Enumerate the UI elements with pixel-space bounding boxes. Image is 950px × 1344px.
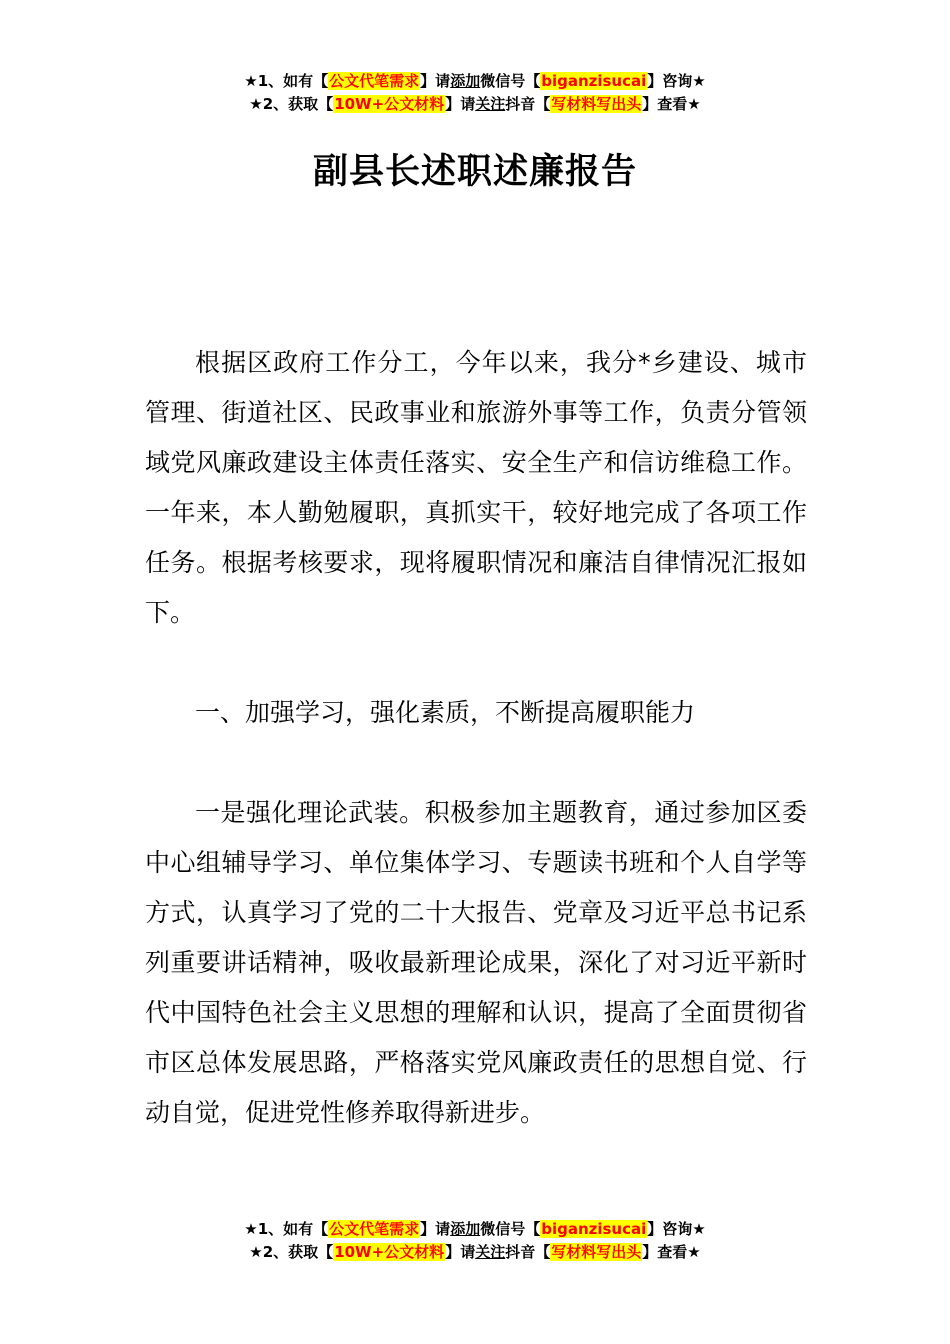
banner-underline: 添加 (450, 1220, 481, 1238)
section-heading: 一、加强学习，强化素质，不断提高履职能力 (195, 698, 696, 727)
banner-text: ★2、获取【 (249, 1243, 334, 1261)
banner-line-2 (0, 93, 950, 116)
document-body (145, 338, 807, 1138)
banner-text: 】请 (445, 95, 476, 113)
banner-highlight: 写材料写出头 (551, 1243, 642, 1261)
banner-line-1 (0, 1218, 950, 1241)
banner-text: 微信号【 (480, 1220, 541, 1238)
banner-text: ★1、如有【 (244, 72, 329, 90)
header-banner (0, 70, 950, 116)
banner-text: 】咨询★ (647, 1220, 706, 1238)
banner-highlight: 10W+公文材料 (334, 1243, 445, 1261)
banner-underline: 关注 (475, 1243, 506, 1261)
banner-highlight: 公文代笔需求 (329, 1220, 420, 1238)
banner-underline: 添加 (450, 72, 481, 90)
banner-line-1 (0, 70, 950, 93)
banner-underline: 关注 (475, 95, 506, 113)
banner-text: 抖音【 (505, 1243, 551, 1261)
banner-text: 】咨询★ (647, 72, 706, 90)
footer-banner (0, 1218, 950, 1264)
intro-paragraph: 根据区政府工作分工，今年以来，我分*乡建设、城市管理、街道社区、民政事业和旅游外事等工作，负责分管领域党风廉政建设主体责任落实、安全生产和信访维稳工作。一年来，本人勤勉履职，真抓实干，较好地完成了各项工作任务。根据考核要求，现将履职情况和廉洁自律情况汇报如下。 (145, 348, 807, 627)
banner-text: 】请 (420, 1220, 451, 1238)
banner-highlight: biganzisucai (541, 72, 647, 90)
banner-highlight: 写材料写出头 (551, 95, 642, 113)
document-title: 副县长述职述廉报告 (312, 152, 637, 192)
banner-text: ★1、如有【 (244, 1220, 329, 1238)
banner-text: 】查看★ (642, 1243, 701, 1261)
body-paragraph: 一是强化理论武装。积极参加主题教育，通过参加区委中心组辅导学习、单位集体学习、专题读书班和个人自学等方式，认真学习了党的二十大报告、党章及习近平总书记系列重要讲话精神，吸收最新理论成果，深化了对习近平新时代中国特色社会主义思想的理解和认识，提高了全面贯彻省市区总体发展思路，严格落实党风廉政责任的思想自觉、行动自觉，促进党性修养取得新进步。 (145, 798, 807, 1127)
banner-text: 微信号【 (480, 72, 541, 90)
banner-text: 抖音【 (505, 95, 551, 113)
banner-line-2 (0, 1241, 950, 1264)
banner-highlight: 公文代笔需求 (329, 72, 420, 90)
banner-highlight: 10W+公文材料 (334, 95, 445, 113)
banner-highlight: biganzisucai (541, 1220, 647, 1238)
banner-text: ★2、获取【 (249, 95, 334, 113)
banner-text: 】请 (420, 72, 451, 90)
banner-text: 】查看★ (642, 95, 701, 113)
banner-text: 】请 (445, 1243, 476, 1261)
